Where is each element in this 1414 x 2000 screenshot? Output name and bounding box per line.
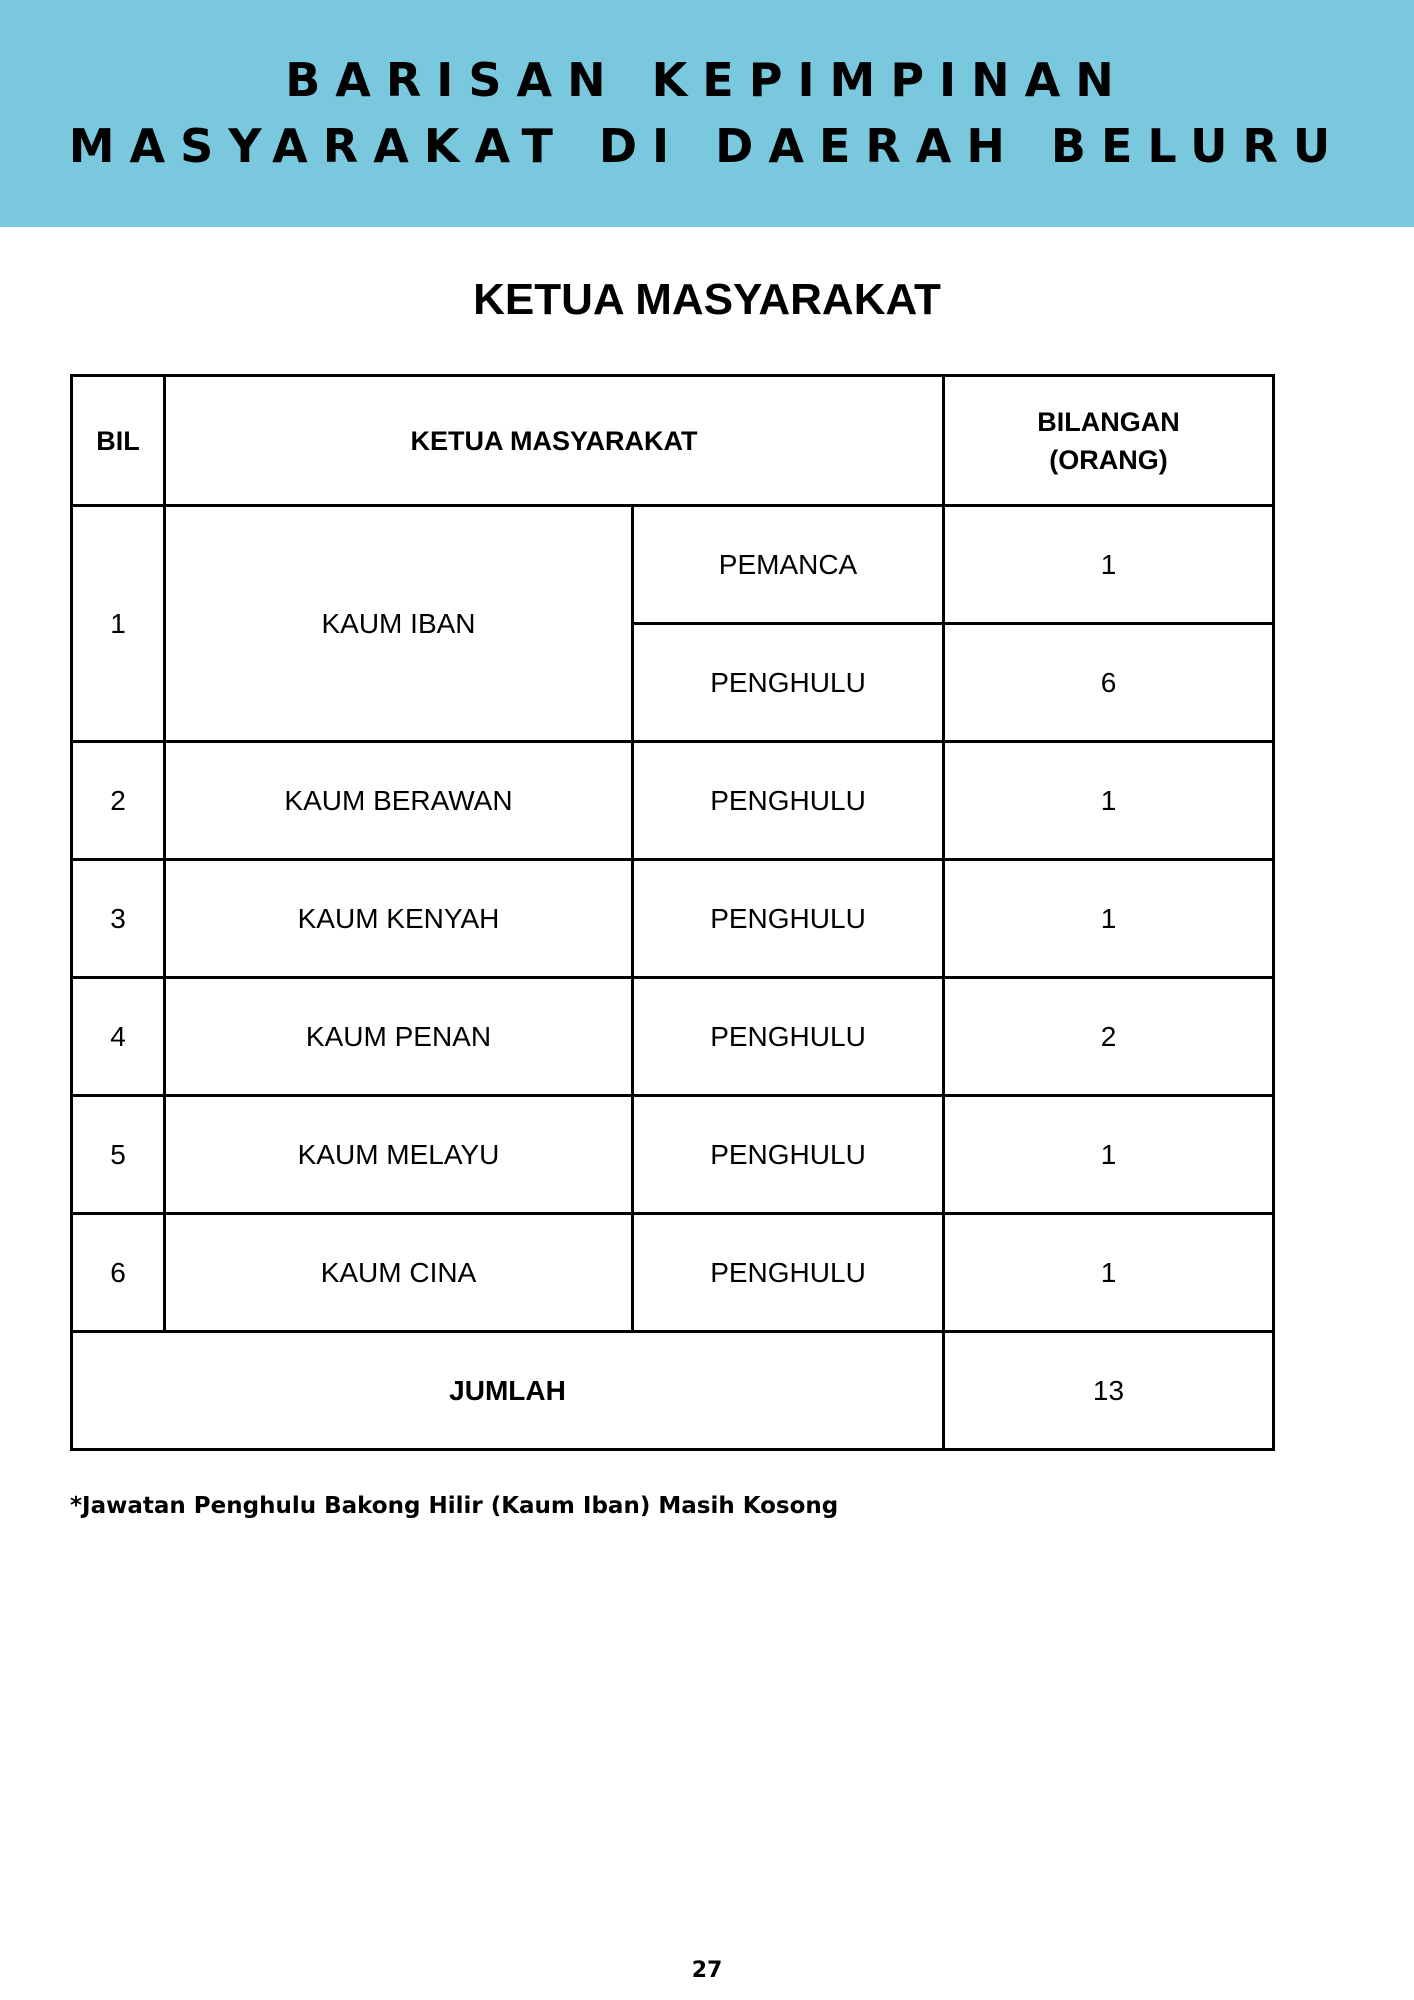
cell-jawatan: PENGHULU (633, 1096, 944, 1214)
cell-bilangan: 1 (944, 860, 1274, 978)
header-bilangan-line-1: BILANGAN (1037, 406, 1180, 437)
cell-kaum: KAUM BERAWAN (165, 742, 633, 860)
total-value: 13 (944, 1332, 1274, 1450)
table-row (72, 1096, 1274, 1214)
footnote: *Jawatan Penghulu Bakong Hilir (Kaum Iban) Masih Kosong (70, 1493, 839, 1519)
cell-kaum: KAUM IBAN (165, 506, 633, 742)
cell-bil: 3 (72, 860, 165, 978)
table-row (72, 1214, 1274, 1332)
cell-bilangan: 1 (944, 506, 1274, 624)
table-row (72, 742, 1274, 860)
cell-kaum: KAUM CINA (165, 1214, 633, 1332)
cell-kaum: KAUM MELAYU (165, 1096, 633, 1214)
section-title: KETUA MASYARAKAT (473, 275, 941, 324)
table-row (72, 978, 1274, 1096)
table-row (72, 506, 1274, 624)
cell-bil: 6 (72, 1214, 165, 1332)
table-row (72, 860, 1274, 978)
header-banner (0, 0, 1414, 227)
cell-bil: 4 (72, 978, 165, 1096)
cell-bil: 5 (72, 1096, 165, 1214)
cell-bilangan: 1 (944, 742, 1274, 860)
community-leaders-table (70, 374, 1275, 1451)
cell-jawatan: PENGHULU (633, 624, 944, 742)
cell-bil: 1 (72, 506, 165, 742)
header-bilangan (944, 376, 1274, 506)
cell-kaum: KAUM KENYAH (165, 860, 633, 978)
cell-jawatan: PENGHULU (633, 742, 944, 860)
banner-title-line-1: BARISAN KEPIMPINAN (285, 53, 1129, 107)
cell-jawatan: PENGHULU (633, 1214, 944, 1332)
header-bil: BIL (72, 376, 165, 506)
total-label: JUMLAH (72, 1332, 944, 1450)
cell-jawatan: PENGHULU (633, 860, 944, 978)
cell-jawatan: PENGHULU (633, 978, 944, 1096)
cell-bilangan: 1 (944, 1214, 1274, 1332)
cell-bilangan: 2 (944, 978, 1274, 1096)
page-number: 27 (691, 1958, 723, 1983)
cell-bilangan: 6 (944, 624, 1274, 742)
cell-bilangan: 1 (944, 1096, 1274, 1214)
header-ketua-masyarakat: KETUA MASYARAKAT (165, 376, 944, 506)
cell-jawatan: PEMANCA (633, 506, 944, 624)
banner-title-line-2: MASYARAKAT DI DAERAH BELURU (68, 119, 1346, 173)
table-header-row (72, 376, 1274, 506)
table-total-row (72, 1332, 1274, 1450)
cell-bil: 2 (72, 742, 165, 860)
cell-kaum: KAUM PENAN (165, 978, 633, 1096)
header-bilangan-line-2: (ORANG) (1049, 444, 1168, 475)
